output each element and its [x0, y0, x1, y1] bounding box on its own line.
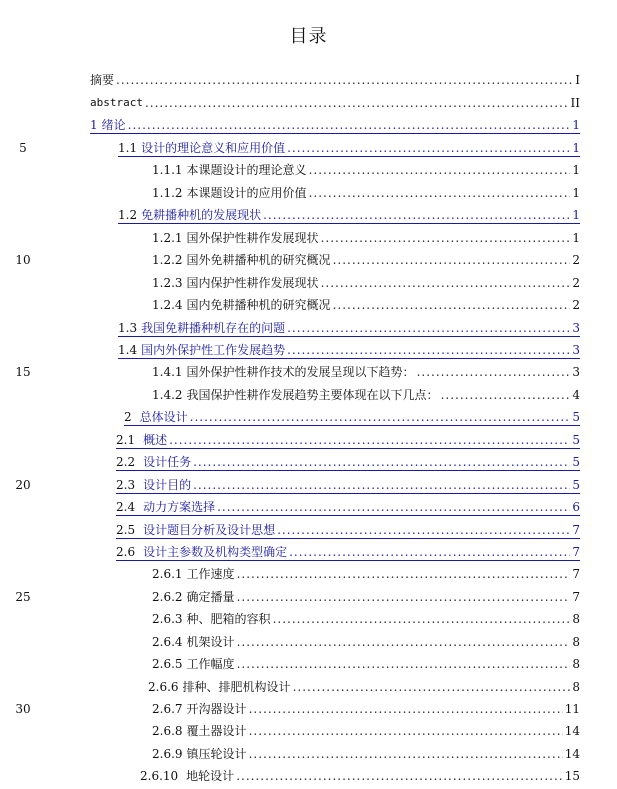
toc-page: 7 — [572, 545, 580, 559]
toc-number: 1.2 — [118, 208, 138, 222]
toc-label: 概述 — [143, 433, 168, 447]
toc-page: 2 — [572, 253, 580, 267]
toc-entry-link[interactable] — [116, 432, 580, 449]
toc-leader — [273, 611, 571, 627]
toc-number: 2.6.10 — [140, 769, 179, 783]
toc-leader — [333, 297, 571, 313]
toc-leader — [193, 454, 570, 470]
toc-number: 2.3 — [116, 478, 136, 492]
toc-leader — [309, 185, 571, 201]
toc-label: 本课题设计的应用价值 — [186, 186, 307, 200]
toc-leader — [309, 162, 571, 178]
toc-entry-link[interactable] — [124, 409, 580, 426]
toc-entry[interactable] — [90, 95, 580, 111]
toc-label: 设计目的 — [143, 478, 192, 492]
toc-leader — [237, 589, 571, 605]
toc-leader — [441, 387, 571, 403]
toc-entry-link[interactable] — [118, 342, 580, 359]
toc-entry[interactable] — [152, 364, 580, 380]
toc-page: 1 — [572, 163, 580, 177]
toc-entry[interactable] — [152, 656, 580, 672]
toc-label: 免耕播种机的发展现状 — [141, 208, 262, 222]
toc-page: 7 — [572, 523, 580, 537]
toc-label: 国外保护性耕作发展现状 — [186, 231, 319, 245]
toc-number: 1.1 — [118, 141, 138, 155]
toc-entry-link[interactable] — [118, 320, 580, 337]
toc-label: 总体设计 — [139, 410, 188, 424]
toc-leader — [190, 409, 571, 425]
toc-label: 确定播量 — [186, 590, 235, 604]
toc-page: 3 — [572, 365, 580, 379]
toc-number: 2.6.1 — [152, 567, 183, 581]
toc-number: 2.6.4 — [152, 635, 183, 649]
toc-page: 8 — [572, 657, 580, 671]
toc-leader — [237, 566, 571, 582]
toc-entry[interactable] — [152, 275, 580, 291]
toc-page: 7 — [572, 567, 580, 581]
toc-page: 2 — [572, 276, 580, 290]
toc-page: 8 — [572, 612, 580, 626]
line-number: 15 — [15, 365, 31, 379]
toc-leader — [237, 656, 571, 672]
toc-leader — [217, 499, 570, 515]
toc-entry[interactable] — [152, 297, 580, 313]
toc-leader — [321, 230, 571, 246]
toc-label: 镇压轮设计 — [186, 747, 247, 761]
toc-entry[interactable] — [152, 701, 580, 717]
toc-leader — [263, 207, 570, 223]
toc-label: 我国保护性耕作发展趋势主要体现在以下几点： — [186, 388, 439, 402]
toc-entry[interactable] — [152, 746, 580, 762]
toc-leader — [417, 364, 571, 380]
toc-page: 8 — [572, 635, 580, 649]
toc-number: 1.3 — [118, 321, 138, 335]
toc-page: 5 — [572, 433, 580, 447]
toc-number: 1.2.2 — [152, 253, 183, 267]
toc-number: 2.6.8 — [152, 724, 183, 738]
toc-entry-link[interactable] — [116, 522, 580, 539]
toc-leader — [145, 95, 569, 111]
toc-label: 设计的理论意义和应用价值 — [141, 141, 286, 155]
toc-number: 1 — [90, 118, 98, 132]
toc-leader — [237, 634, 571, 650]
toc-label: 摘要 — [90, 73, 115, 87]
toc-label: 工作幅度 — [186, 657, 235, 671]
toc-label: 设计主参数及机构类型确定 — [143, 545, 288, 559]
toc-leader — [289, 544, 570, 560]
toc-number: 1.4 — [118, 343, 138, 357]
toc-leader — [321, 275, 571, 291]
toc-page: 1 — [572, 208, 580, 222]
toc-number: 2.6 — [116, 545, 136, 559]
toc-entry[interactable] — [152, 723, 580, 739]
toc-number: 1.2.1 — [152, 231, 183, 245]
toc-leader — [293, 679, 571, 695]
toc-leader — [287, 320, 570, 336]
toc-number: 1.4.2 — [152, 388, 183, 402]
toc-number: 1.1.1 — [152, 163, 183, 177]
toc-page: 1 — [572, 186, 580, 200]
toc-page: 8 — [572, 680, 580, 694]
toc-page: 1 — [572, 141, 580, 155]
toc-label: 国内免耕播种机的研究概况 — [186, 298, 331, 312]
toc-leader — [287, 342, 570, 358]
toc-entry[interactable] — [148, 679, 580, 695]
toc-leader — [236, 768, 563, 784]
toc-entry[interactable] — [90, 72, 580, 88]
toc-page: 14 — [564, 747, 580, 761]
toc-label: 国外保护性耕作技术的发展呈现以下趋势： — [186, 365, 415, 379]
toc-label: 本课题设计的理论意义 — [186, 163, 307, 177]
toc-label: 种、肥箱的容积 — [186, 612, 271, 626]
toc-label: 国内外保护性工作发展趋势 — [141, 343, 286, 357]
toc-page: 5 — [572, 478, 580, 492]
toc-page: II — [570, 96, 580, 110]
toc-page: I — [575, 73, 580, 87]
toc-leader — [169, 432, 570, 448]
toc-page: 5 — [572, 455, 580, 469]
toc-label: 覆土器设计 — [186, 724, 247, 738]
toc-number: 1.4.1 — [152, 365, 183, 379]
line-number: 25 — [15, 590, 31, 604]
toc-number: 2.1 — [116, 433, 136, 447]
toc-label: 绪论 — [101, 118, 126, 132]
line-number: 20 — [15, 478, 31, 492]
toc-number: 2.4 — [116, 500, 136, 514]
toc-number: 2.2 — [116, 455, 136, 469]
toc-entry[interactable] — [152, 611, 580, 627]
toc-label: 国内保护性耕作发展现状 — [186, 276, 319, 290]
toc-number: 2.6.9 — [152, 747, 183, 761]
toc-page: 3 — [572, 321, 580, 335]
toc-entry[interactable] — [152, 634, 580, 650]
toc-entry-link[interactable] — [116, 544, 580, 561]
toc-label: 动力方案选择 — [143, 500, 216, 514]
toc-entry-link[interactable] — [116, 454, 580, 471]
toc-number: 2.5 — [116, 523, 136, 537]
toc-label: abstract — [90, 96, 143, 109]
toc-entry[interactable] — [152, 162, 580, 178]
toc-entry[interactable] — [152, 566, 580, 582]
toc-label: 开沟器设计 — [186, 702, 247, 716]
toc-label: 地轮设计 — [186, 769, 235, 783]
toc-leader — [193, 477, 570, 493]
toc-page: 15 — [564, 769, 580, 783]
toc-entry[interactable] — [140, 768, 580, 784]
toc-label: 设计题目分析及设计思想 — [143, 523, 276, 537]
toc-entry[interactable] — [152, 185, 580, 201]
toc-number: 1.2.4 — [152, 298, 183, 312]
toc-label: 设计任务 — [143, 455, 192, 469]
toc-label: 我国免耕播种机存在的问题 — [141, 321, 286, 335]
toc-number: 2.6.6 — [148, 680, 179, 694]
toc-entry[interactable] — [152, 230, 580, 246]
toc-page: 4 — [572, 388, 580, 402]
toc-number: 2 — [124, 410, 132, 424]
toc-page: 5 — [572, 410, 580, 424]
toc-number: 1.1.2 — [152, 186, 183, 200]
toc-entry-link[interactable] — [118, 207, 580, 224]
toc-page: 2 — [572, 298, 580, 312]
toc-label: 国外免耕播种机的研究概况 — [186, 253, 331, 267]
toc-page: 11 — [564, 702, 580, 716]
toc-leader — [128, 117, 571, 133]
toc-entry[interactable] — [152, 252, 580, 268]
toc-label: 机架设计 — [186, 635, 235, 649]
toc-number: 1.2.3 — [152, 276, 183, 290]
line-number: 5 — [19, 141, 27, 155]
toc-leader — [116, 72, 572, 88]
toc-number: 2.6.3 — [152, 612, 183, 626]
toc-number: 2.6.2 — [152, 590, 183, 604]
toc-entry-link[interactable] — [90, 117, 580, 134]
page-title: 目录 — [289, 26, 328, 47]
toc-number: 2.6.5 — [152, 657, 183, 671]
line-number: 30 — [15, 702, 31, 716]
toc-entry-link[interactable] — [118, 140, 580, 157]
toc-page: 6 — [572, 500, 580, 514]
toc-entry-link[interactable] — [116, 499, 580, 516]
line-number: 10 — [15, 253, 31, 267]
toc-entry[interactable] — [152, 589, 580, 605]
toc-page: 14 — [564, 724, 580, 738]
toc-page: 7 — [572, 590, 580, 604]
toc-page: 1 — [572, 231, 580, 245]
toc-label: 工作速度 — [186, 567, 235, 581]
toc-entry-link[interactable] — [116, 477, 580, 494]
toc-page: 1 — [572, 118, 580, 132]
toc-label: 排种、排肥机构设计 — [182, 680, 291, 694]
toc-page: 3 — [572, 343, 580, 357]
toc-number: 2.6.7 — [152, 702, 183, 716]
toc-leader — [249, 746, 563, 762]
toc-leader — [287, 140, 570, 156]
toc-leader — [333, 252, 571, 268]
toc-entry[interactable] — [152, 387, 580, 403]
toc-leader — [249, 723, 563, 739]
toc-leader — [249, 701, 563, 717]
toc-leader — [277, 522, 570, 538]
